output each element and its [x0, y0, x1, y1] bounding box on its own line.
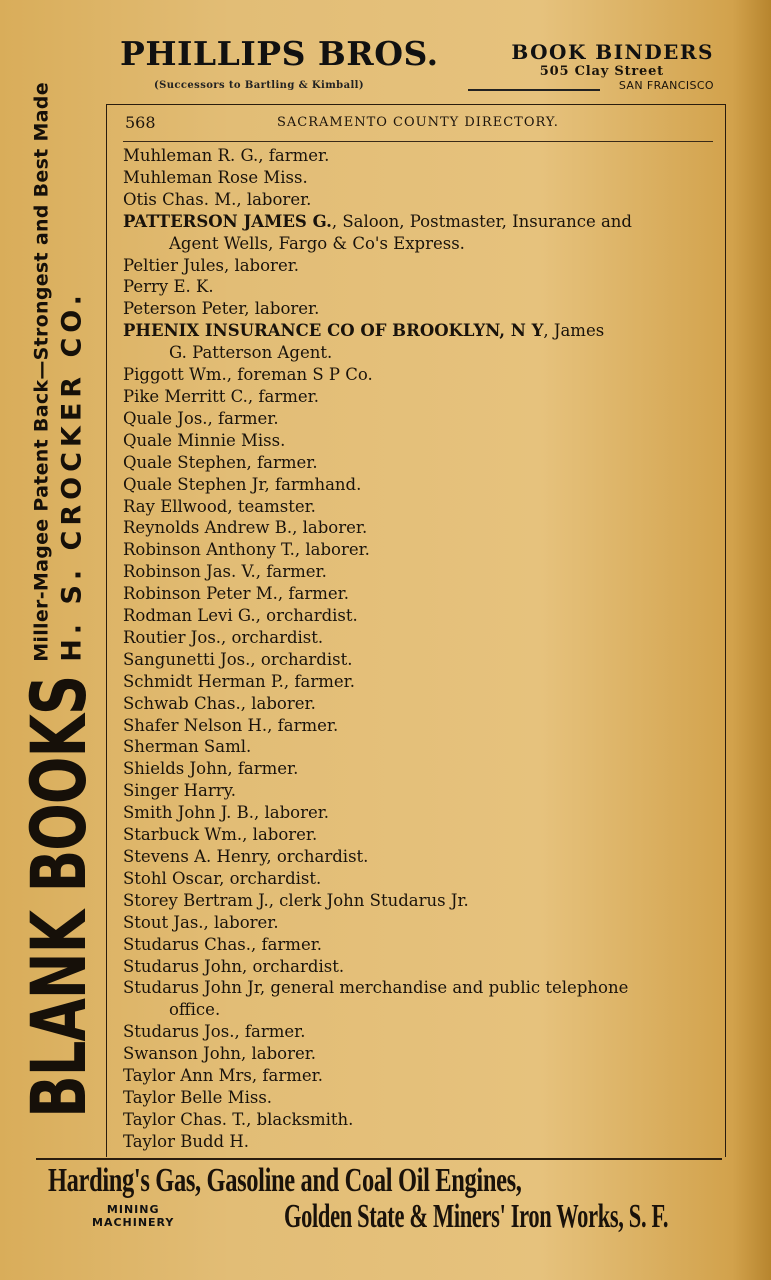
footer-ad-line1: Harding's Gas, Gasoline and Coal Oil Engines, [48, 1162, 522, 1199]
directory-entry [123, 1087, 715, 1109]
entry-text: Shafer Nelson H., farmer. [123, 715, 339, 735]
directory-entry [123, 868, 715, 890]
page-number: 568 [125, 113, 156, 132]
binders-city: SAN FRANCISCO [618, 79, 714, 92]
directory-entry [123, 977, 715, 1021]
directory-entry [123, 846, 715, 868]
directory-entry [123, 627, 715, 649]
entry-continuation: Agent Wells, Fargo & Co's Express. [169, 233, 465, 253]
directory-entry [123, 517, 715, 539]
entry-text: Pike Merritt C., farmer. [123, 386, 319, 406]
entry-text: Schmidt Herman P., farmer. [123, 671, 355, 691]
entry-text: Stohl Oscar, orchardist. [123, 868, 322, 888]
entry-text: Storey Bertram J., clerk John Studarus Jr. [123, 890, 469, 910]
directory-entry [123, 780, 715, 802]
entry-text: Quale Stephen Jr, farmhand. [123, 474, 362, 494]
page-header-ad [120, 34, 720, 100]
entry-text: Rodman Levi G., orchardist. [123, 606, 358, 626]
entry-text: Peltier Jules, laborer. [123, 255, 300, 275]
entry-text: Quale Jos., farmer. [123, 408, 279, 428]
machinery-word: MACHINERY [92, 1216, 175, 1229]
directory-entry [123, 1043, 715, 1065]
directory-entry [123, 561, 715, 583]
entry-text: Taylor Budd H. [123, 1131, 249, 1151]
directory-entry [123, 496, 715, 518]
directory-entry [123, 649, 715, 671]
entry-text: Smith John J. B., laborer. [123, 803, 330, 823]
directory-entry [123, 255, 715, 277]
directory-entry [123, 1065, 715, 1087]
directory-entry [123, 1109, 715, 1131]
entry-text: Swanson John, laborer. [123, 1044, 317, 1064]
entry-text: Ray Ellwood, teamster. [123, 496, 316, 516]
entry-text: Taylor Belle Miss. [123, 1087, 273, 1107]
directory-entry [123, 408, 715, 430]
side-ad-big: BLANK BOOKS [16, 675, 104, 1118]
binders-block [511, 40, 714, 92]
entry-text: Piggott Wm., foreman S P Co. [123, 365, 373, 385]
entry-text: Quale Stephen, farmer. [123, 452, 318, 472]
directory-entry [123, 189, 715, 211]
entry-text: Starbuck Wm., laborer. [123, 825, 318, 845]
entry-bold-name: PHENIX INSURANCE CO OF BROOKLYN, N Y [123, 321, 544, 341]
directory-entry [123, 715, 715, 737]
entry-text: Muhleman R. G., farmer. [123, 146, 330, 165]
directory-entry [123, 671, 715, 693]
directory-entry [123, 956, 715, 978]
directory-entry [123, 298, 715, 320]
directory-entry [123, 474, 715, 496]
directory-entry [123, 824, 715, 846]
directory-entries [123, 145, 715, 1153]
entry-text: Routier Jos., orchardist. [123, 627, 324, 647]
directory-entry [123, 934, 715, 956]
entry-continuation: G. Patterson Agent. [169, 343, 333, 363]
directory-entry [123, 430, 715, 452]
directory-entry [123, 167, 715, 189]
entry-text: Robinson Anthony T., laborer. [123, 540, 370, 560]
directory-entry [123, 890, 715, 912]
directory-entry [123, 1021, 715, 1043]
entry-text: Otis Chas. M., laborer. [123, 189, 312, 209]
mining-machinery-label [92, 1203, 174, 1229]
entry-text: Taylor Ann Mrs, farmer. [123, 1066, 323, 1086]
mining-word: MINING [106, 1203, 160, 1216]
directory-entry [123, 758, 715, 780]
entry-text: Studarus John Jr, general merchandise and public telephone [123, 978, 629, 998]
entry-text: Reynolds Andrew B., laborer. [123, 518, 368, 538]
directory-entry [123, 583, 715, 605]
entry-text: Studarus Chas., farmer. [123, 934, 323, 954]
running-head-rule [123, 141, 713, 142]
directory-entry [123, 320, 715, 364]
side-advertisement [10, 40, 110, 1160]
listing-frame [106, 104, 726, 1157]
directory-entry [123, 539, 715, 561]
directory-entry [123, 736, 715, 758]
entry-text: Perry E. K. [123, 277, 214, 297]
entry-text: Studarus John, orchardist. [123, 956, 345, 976]
directory-entry [123, 145, 715, 167]
entry-text: Singer Harry. [123, 781, 237, 801]
entry-text: , Saloon, Postmaster, Insurance and [331, 211, 632, 231]
successors-note: (Successors to Bartling & Kimball) [154, 80, 364, 91]
directory-entry [123, 386, 715, 408]
entry-bold-name: PATTERSON JAMES G. [123, 211, 332, 231]
footer-ad-line2: Golden State & Miners' Iron Works, S. F. [284, 1198, 669, 1235]
directory-entry [123, 1131, 715, 1153]
entry-text: Studarus Jos., farmer. [123, 1022, 306, 1042]
directory-entry [123, 276, 715, 298]
brand-name: PHILLIPS BROS. [120, 34, 439, 73]
directory-entry [123, 912, 715, 934]
entry-text: Robinson Jas. V., farmer. [123, 562, 327, 582]
side-ad-line1: Miller-Magee Patent Back—Strongest and Best Made [30, 82, 53, 662]
entry-text: Robinson Peter M., farmer. [123, 584, 349, 604]
directory-entry [123, 802, 715, 824]
entry-text: , James [543, 321, 605, 341]
entry-text: Taylor Chas. T., blacksmith. [123, 1109, 354, 1129]
footer-rule [36, 1158, 722, 1160]
entry-text: Peterson Peter, laborer. [123, 299, 320, 319]
entry-text: Sherman Saml. [123, 737, 252, 757]
directory-entry [123, 452, 715, 474]
directory-entry [123, 693, 715, 715]
binders-address: 505 Clay Street [539, 64, 664, 79]
entry-text: Sangunetti Jos., orchardist. [123, 649, 353, 669]
entry-text: Schwab Chas., laborer. [123, 693, 316, 713]
entry-text: Shields John, farmer. [123, 759, 299, 779]
directory-title: SACRAMENTO COUNTY DIRECTORY. [277, 115, 559, 130]
side-ad-line2: H. S. CROCKER CO. [56, 290, 88, 662]
binders-title: BOOK BINDERS [511, 40, 714, 64]
entry-text: Stout Jas., laborer. [123, 912, 279, 932]
entry-continuation: office. [169, 1000, 221, 1020]
directory-entry [123, 605, 715, 627]
entry-text: Stevens A. Henry, orchardist. [123, 847, 369, 866]
directory-entry [123, 211, 715, 255]
entry-text: Quale Minnie Miss. [123, 430, 286, 450]
entry-text: Muhleman Rose Miss. [123, 167, 308, 187]
directory-entry [123, 364, 715, 386]
